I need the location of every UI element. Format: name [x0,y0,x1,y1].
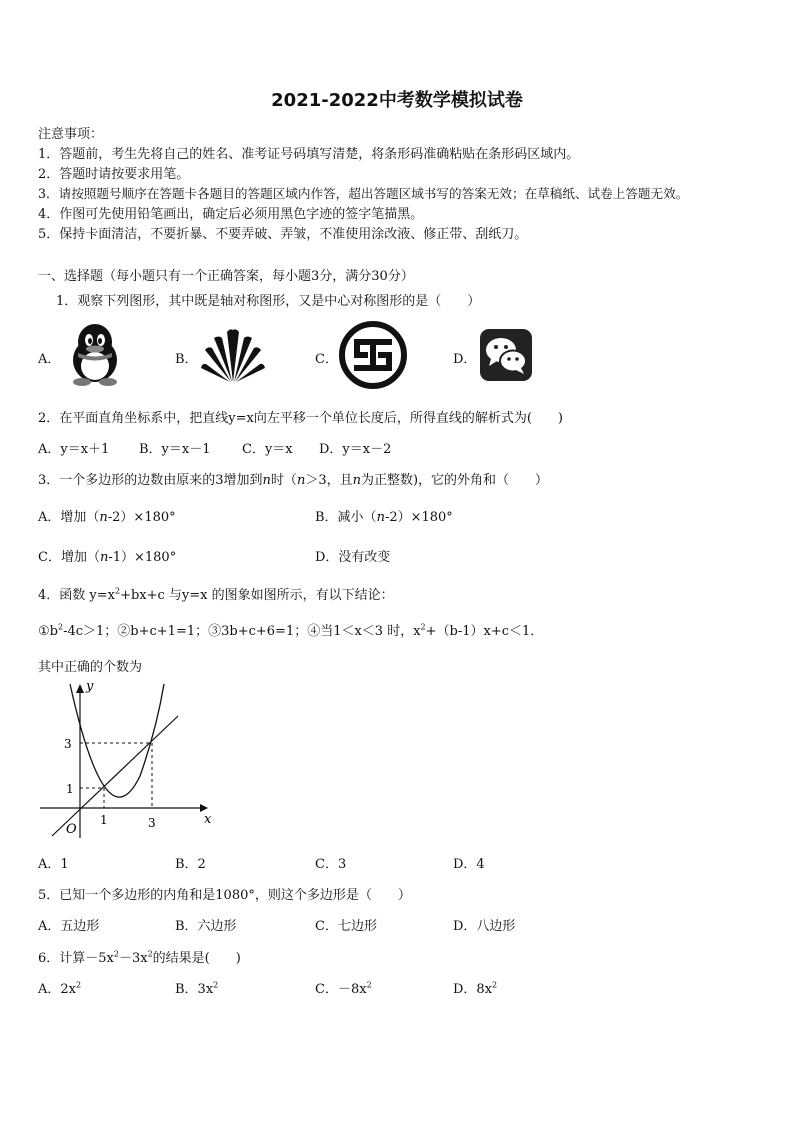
q4-stem: 4．函数 $y=x^2+bx+c$ 与y=x 的图象如图所示，有以下结论： [38,586,394,603]
q3-option-b: B．减小（n-2）×180° [315,510,453,525]
x-axis-arrow [200,804,208,812]
section-heading: 一、选择题（每小题只有一个正确答案，每小题3分，满分30分） [38,269,414,284]
note-item-2: 2．答题时请按要求用笔。 [38,167,190,182]
axis-label-x: x [204,812,212,827]
q6-option-b: B．$3x^2$ [175,980,219,997]
q3-option-c: C．增加（n-1）×180° [38,550,177,565]
note-item-1: 1．答题前，考生先将自己的姓名、准考证号码填写清楚，将条形码准确粘贴在条形码区域内。 [38,147,580,162]
q2-option-a: A．y＝x＋1 [38,442,110,457]
tick-label-y3: 3 [64,737,72,751]
q4-question: 其中正确的个数为 [38,660,143,675]
function-graph [36,676,226,850]
q2-option-d: D．y＝x－2 [319,442,392,457]
q2-option-c: C．y＝x [242,442,293,457]
tick-label-x3: 3 [148,816,156,830]
page-title: 2021-2022中考数学模拟试卷 [271,90,523,111]
q3-option-d: D．没有改变 [315,550,391,565]
q4-conclusions: $①b^2-4c>1$；②b+c+1=1；③3b+c+6=1；④当1＜x＜3 时，$x^2+(b-1)x+c<1$． [38,622,544,639]
q1-stem: 1．观察下列图形，其中既是轴对称图形，又是中心对称图形的是（ ） [56,294,481,309]
q2-option-b: B．y＝x－1 [139,442,211,457]
q6-option-a: A．$2x^2$ [38,980,82,997]
q6-option-c: C．$-8x^2$ [315,980,372,997]
icbc-logo-icon [339,321,407,393]
q5-option-c: C．七边形 [315,919,377,934]
q1-option-a-label: A． [38,352,61,367]
note-item-5: 5．保持卡面清洁，不要折暴、不要弄破、弄皱，不准使用涂改液、修正带、刮纸刀。 [38,227,528,242]
wechat-logo-icon [479,328,533,386]
note-item-4: 4．作图可先使用铅笔画出，确定后必须用黑色字迹的签字笔描黑。 [38,207,424,222]
q6-option-d: D．$8x^2$ [453,980,498,997]
huawei-logo-icon [200,326,266,390]
note-item-3: 3．请按照题号顺序在答题卡各题目的答题区域内作答，超出答题区域书写的答案无效；在草稿纸、试卷上答题无效。 [38,186,689,201]
q5-option-a: A．五边形 [38,919,100,934]
notes-heading: 注意事项： [38,127,104,142]
q4-option-b: B．2 [175,857,206,872]
qq-penguin-icon [62,320,128,390]
q6-stem: 6．计算$-5x^2-3x^2$的结果是( ) [38,949,241,966]
q4-option-d: D．4 [453,857,485,872]
q1-option-c-label: C． [315,352,338,367]
tick-label-y1: 1 [66,782,74,796]
q2-stem: 2．在平面直角坐标系中，把直线y=x向左平移一个单位长度后，所得直线的解析式为( ) [38,411,563,426]
line-y-equals-x [52,716,178,836]
q3-option-a: A．增加（n-2）×180° [38,510,176,525]
y-axis-arrow [76,684,84,693]
q5-stem: 5．已知一个多边形的内角和是1080°，则这个多边形是（ ） [38,888,411,903]
q4-option-a: A．1 [38,857,69,872]
q1-option-b-label: B． [175,352,198,367]
q4-option-c: C．3 [315,857,347,872]
q5-option-d: D．八边形 [453,919,516,934]
parabola-curve [70,684,164,797]
q3-stem: 3．一个多边形的边数由原来的3增加到n时（n＞3，且n为正整数)，它的外角和（ ） [38,473,549,488]
origin-label: O [66,822,77,837]
q1-option-d-label: D． [453,352,477,367]
tick-label-x1: 1 [100,813,108,827]
axis-label-y: y [86,679,94,694]
q5-option-b: B．六边形 [175,919,237,934]
